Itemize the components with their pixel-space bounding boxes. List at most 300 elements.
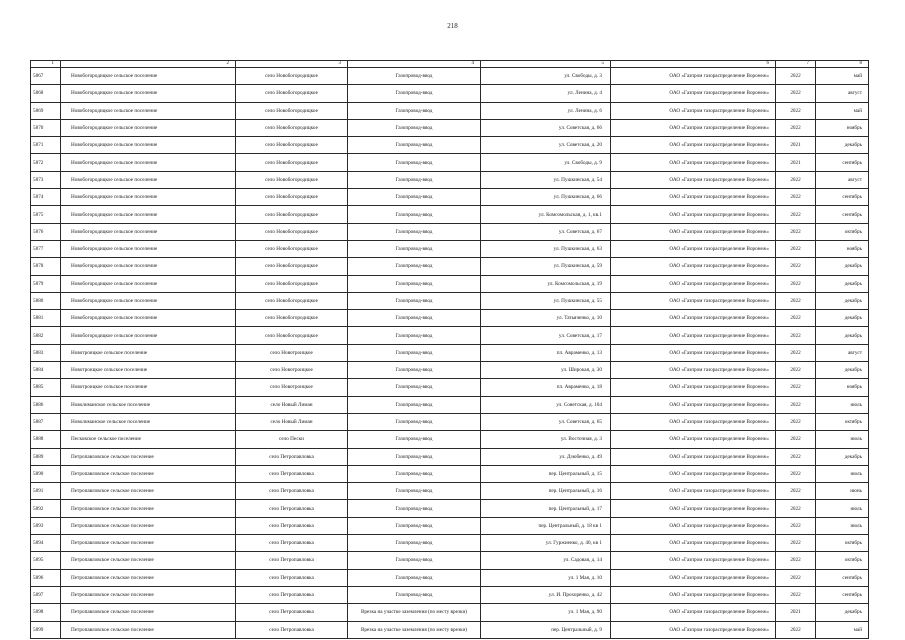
locality-cell: село Новобогородицкое: [236, 102, 348, 119]
settlement-cell: Новобогородицкое сельское поселение: [61, 223, 236, 240]
address-cell: ул. И. Прохоренко, д. 42: [481, 586, 611, 603]
locality-cell: село Новотроицкое: [236, 362, 348, 379]
object-type-cell: Газопровод-ввод: [348, 310, 481, 327]
row-number: 5889: [31, 448, 61, 465]
settlement-cell: Новобогородицкое сельское поселение: [61, 206, 236, 223]
table-row: [31, 292, 869, 309]
row-number: 5890: [31, 465, 61, 482]
operator-cell: ОАО «Газпром газораспределение Воронеж»: [611, 379, 776, 396]
operator-cell: ОАО «Газпром газораспределение Воронеж»: [611, 85, 776, 102]
row-number: 5875: [31, 206, 61, 223]
object-type-cell: Газопровод-ввод: [348, 362, 481, 379]
row-number: 5893: [31, 517, 61, 534]
operator-cell: ОАО «Газпром газораспределение Воронеж»: [611, 569, 776, 586]
year-cell: 2022: [776, 189, 816, 206]
settlement-cell: Петропавловское сельское поселение: [61, 535, 236, 552]
object-type-cell: Газопровод-ввод: [348, 535, 481, 552]
locality-cell: село Петропавловка: [236, 465, 348, 482]
address-cell: ул. Пушкинская, д. 54: [481, 171, 611, 188]
year-cell: 2022: [776, 102, 816, 119]
year-cell: 2022: [776, 465, 816, 482]
operator-cell: ОАО «Газпром газораспределение Воронеж»: [611, 483, 776, 500]
year-cell: 2021: [776, 604, 816, 621]
address-cell: ул. Комсомольская, д. 1, кв.1: [481, 206, 611, 223]
object-type-cell: Газопровод-ввод: [348, 483, 481, 500]
row-number: 5896: [31, 569, 61, 586]
year-cell: 2022: [776, 552, 816, 569]
table-row: [31, 517, 869, 534]
object-type-cell: Газопровод-ввод: [348, 189, 481, 206]
row-number: 5886: [31, 396, 61, 413]
object-type-cell: Газопровод-ввод: [348, 344, 481, 361]
month-cell: июль: [816, 431, 869, 448]
year-cell: 2022: [776, 223, 816, 240]
row-number: 5873: [31, 171, 61, 188]
address-cell: пер. Центральный, д. 18 кв 1: [481, 517, 611, 534]
year-cell: 2022: [776, 240, 816, 257]
operator-cell: ОАО «Газпром газораспределение Воронеж»: [611, 171, 776, 188]
operator-cell: ОАО «Газпром газораспределение Воронеж»: [611, 448, 776, 465]
year-cell: 2021: [776, 137, 816, 154]
year-cell: 2022: [776, 517, 816, 534]
locality-cell: село Петропавловка: [236, 483, 348, 500]
row-number: 5879: [31, 275, 61, 292]
row-number: 5892: [31, 500, 61, 517]
address-cell: пл. Авраменко, д. 13: [481, 344, 611, 361]
settlement-cell: Новолиманское сельское поселение: [61, 396, 236, 413]
object-type-cell: Газопровод-ввод: [348, 517, 481, 534]
table-row: [31, 240, 869, 257]
table-row: [31, 154, 869, 171]
table-row: [31, 552, 869, 569]
address-cell: ул. Свободы, д. 3: [481, 68, 611, 85]
settlement-cell: Новобогородицкое сельское поселение: [61, 102, 236, 119]
address-cell: ул. Советская, д. 65: [481, 413, 611, 430]
address-cell: ул. Свободы, д. 9: [481, 154, 611, 171]
address-cell: ул. Пушкинская, д. 63: [481, 240, 611, 257]
locality-cell: село Новобогородицкое: [236, 258, 348, 275]
table-row: [31, 171, 869, 188]
table-row: [31, 621, 869, 638]
table-row: [31, 275, 869, 292]
operator-cell: ОАО «Газпром газораспределение Воронеж»: [611, 240, 776, 257]
operator-cell: ОАО «Газпром газораспределение Воронеж»: [611, 604, 776, 621]
month-cell: декабрь: [816, 137, 869, 154]
column-number: 8: [816, 61, 869, 68]
settlement-cell: Новобогородицкое сельское поселение: [61, 310, 236, 327]
operator-cell: ОАО «Газпром газораспределение Воронеж»: [611, 119, 776, 136]
year-cell: 2022: [776, 431, 816, 448]
operator-cell: ОАО «Газпром газораспределение Воронеж»: [611, 396, 776, 413]
object-type-cell: Газопровод-ввод: [348, 258, 481, 275]
operator-cell: ОАО «Газпром газораспределение Воронеж»: [611, 621, 776, 638]
operator-cell: ОАО «Газпром газораспределение Воронеж»: [611, 500, 776, 517]
address-cell: ул. Комсомольская, д. 19: [481, 275, 611, 292]
month-cell: ноябрь: [816, 379, 869, 396]
row-number: 5898: [31, 604, 61, 621]
address-cell: ул. Ленина, д. 4: [481, 85, 611, 102]
year-cell: 2022: [776, 586, 816, 603]
row-number: 5881: [31, 310, 61, 327]
month-cell: октябрь: [816, 223, 869, 240]
year-cell: 2022: [776, 258, 816, 275]
address-cell: ул. Советская, д. 17: [481, 327, 611, 344]
address-cell: пер. Центральный, д. 9: [481, 621, 611, 638]
row-number: 5868: [31, 85, 61, 102]
locality-cell: село Новобогородицкое: [236, 189, 348, 206]
locality-cell: село Новобогородицкое: [236, 240, 348, 257]
settlement-cell: Песковское сельское поселение: [61, 431, 236, 448]
table-row: [31, 102, 869, 119]
month-cell: декабрь: [816, 604, 869, 621]
address-cell: ул. Ленина, д. 6: [481, 102, 611, 119]
operator-cell: ОАО «Газпром газораспределение Воронеж»: [611, 517, 776, 534]
settlement-cell: Новотроицкое сельское поселение: [61, 344, 236, 361]
locality-cell: село Новый Лиман: [236, 396, 348, 413]
settlement-cell: Новобогородицкое сельское поселение: [61, 275, 236, 292]
locality-cell: село Новобогородицкое: [236, 171, 348, 188]
locality-cell: село Петропавловка: [236, 448, 348, 465]
settlement-cell: Новобогородицкое сельское поселение: [61, 292, 236, 309]
address-cell: ул. Советская, д. 66: [481, 119, 611, 136]
object-type-cell: Газопровод-ввод: [348, 465, 481, 482]
month-cell: декабрь: [816, 327, 869, 344]
row-number: 5874: [31, 189, 61, 206]
locality-cell: село Новобогородицкое: [236, 310, 348, 327]
row-number: 5899: [31, 621, 61, 638]
month-cell: декабрь: [816, 310, 869, 327]
address-cell: ул. 1 Мая, д. 10: [481, 569, 611, 586]
row-number: 5869: [31, 102, 61, 119]
object-type-cell: Газопровод-ввод: [348, 448, 481, 465]
locality-cell: село Новобогородицкое: [236, 275, 348, 292]
month-cell: май: [816, 621, 869, 638]
operator-cell: ОАО «Газпром газораспределение Воронеж»: [611, 223, 776, 240]
operator-cell: ОАО «Газпром газораспределение Воронеж»: [611, 292, 776, 309]
column-number: 7: [776, 61, 816, 68]
address-cell: ул. Пушкинская, д. 55: [481, 292, 611, 309]
table-row: [31, 413, 869, 430]
address-cell: ул. Советская, д. 67: [481, 223, 611, 240]
table-row: [31, 448, 869, 465]
address-cell: ул. Татьяченко, д. 10: [481, 310, 611, 327]
locality-cell: село Новотроицкое: [236, 379, 348, 396]
locality-cell: село Петропавловка: [236, 517, 348, 534]
column-number-row: [31, 61, 869, 68]
month-cell: сентябрь: [816, 569, 869, 586]
operator-cell: ОАО «Газпром газораспределение Воронеж»: [611, 431, 776, 448]
year-cell: 2022: [776, 292, 816, 309]
object-type-cell: Газопровод-ввод: [348, 431, 481, 448]
address-cell: пл. Авраменко, д. 18: [481, 379, 611, 396]
month-cell: июнь: [816, 483, 869, 500]
table-row: [31, 500, 869, 517]
year-cell: 2022: [776, 344, 816, 361]
month-cell: июль: [816, 500, 869, 517]
table-row: [31, 379, 869, 396]
address-cell: пер. Центральный, д. 17: [481, 500, 611, 517]
table-row: [31, 137, 869, 154]
operator-cell: ОАО «Газпром газораспределение Воронеж»: [611, 137, 776, 154]
year-cell: 2022: [776, 535, 816, 552]
locality-cell: село Петропавловка: [236, 586, 348, 603]
object-type-cell: Газопровод-ввод: [348, 240, 481, 257]
year-cell: 2022: [776, 362, 816, 379]
object-type-cell: Газопровод-ввод: [348, 379, 481, 396]
month-cell: июль: [816, 396, 869, 413]
row-number: 5867: [31, 68, 61, 85]
address-cell: ул. Дзюбенко, д. 49: [481, 448, 611, 465]
year-cell: 2022: [776, 85, 816, 102]
year-cell: 2021: [776, 154, 816, 171]
settlement-cell: Новобогородицкое сельское поселение: [61, 327, 236, 344]
operator-cell: ОАО «Газпром газораспределение Воронеж»: [611, 189, 776, 206]
address-cell: ул. Пушкинская, д. 59: [481, 258, 611, 275]
locality-cell: село Пески: [236, 431, 348, 448]
column-number: 3: [236, 61, 348, 68]
operator-cell: ОАО «Газпром газораспределение Воронеж»: [611, 258, 776, 275]
row-number: 5882: [31, 327, 61, 344]
locality-cell: село Новый Лиман: [236, 413, 348, 430]
year-cell: 2022: [776, 500, 816, 517]
year-cell: 2022: [776, 413, 816, 430]
month-cell: сентябрь: [816, 154, 869, 171]
table-row: [31, 327, 869, 344]
row-number: 5897: [31, 586, 61, 603]
object-type-cell: Газопровод-ввод: [348, 85, 481, 102]
table-row: [31, 223, 869, 240]
table-row: [31, 258, 869, 275]
year-cell: 2022: [776, 569, 816, 586]
settlement-cell: Петропавловское сельское поселение: [61, 483, 236, 500]
locality-cell: село Петропавловка: [236, 500, 348, 517]
locality-cell: село Новобогородицкое: [236, 154, 348, 171]
address-cell: ул. Пушкинская, д. 66: [481, 189, 611, 206]
address-cell: ул. Советская, д. 20: [481, 137, 611, 154]
locality-cell: село Новобогородицкое: [236, 327, 348, 344]
address-cell: ул. Садовая, д. 14: [481, 552, 611, 569]
settlement-cell: Новобогородицкое сельское поселение: [61, 119, 236, 136]
object-type-cell: Газопровод-ввод: [348, 206, 481, 223]
operator-cell: ОАО «Газпром газораспределение Воронеж»: [611, 586, 776, 603]
settlement-cell: Петропавловское сельское поселение: [61, 552, 236, 569]
object-register-table: [30, 60, 869, 639]
settlement-cell: Новобогородицкое сельское поселение: [61, 85, 236, 102]
operator-cell: ОАО «Газпром газораспределение Воронеж»: [611, 275, 776, 292]
operator-cell: ОАО «Газпром газораспределение Воронеж»: [611, 535, 776, 552]
row-number: 5880: [31, 292, 61, 309]
column-number: 2: [61, 61, 236, 68]
settlement-cell: Новобогородицкое сельское поселение: [61, 137, 236, 154]
locality-cell: село Петропавловка: [236, 569, 348, 586]
locality-cell: село Новобогородицкое: [236, 68, 348, 85]
month-cell: декабрь: [816, 258, 869, 275]
object-type-cell: Газопровод-ввод: [348, 119, 481, 136]
operator-cell: ОАО «Газпром газораспределение Воронеж»: [611, 154, 776, 171]
settlement-cell: Петропавловское сельское поселение: [61, 586, 236, 603]
row-number: 5891: [31, 483, 61, 500]
address-cell: ул. Широкая, д. 30: [481, 362, 611, 379]
object-type-cell: Газопровод-ввод: [348, 154, 481, 171]
row-number: 5885: [31, 379, 61, 396]
address-cell: ул. Восточная, д. 3: [481, 431, 611, 448]
operator-cell: ОАО «Газпром газораспределение Воронеж»: [611, 102, 776, 119]
month-cell: июль: [816, 465, 869, 482]
settlement-cell: Новолиманское сельское поселение: [61, 413, 236, 430]
operator-cell: ОАО «Газпром газораспределение Воронеж»: [611, 344, 776, 361]
row-number: 5884: [31, 362, 61, 379]
operator-cell: ОАО «Газпром газораспределение Воронеж»: [611, 465, 776, 482]
operator-cell: ОАО «Газпром газораспределение Воронеж»: [611, 362, 776, 379]
year-cell: 2022: [776, 379, 816, 396]
operator-cell: ОАО «Газпром газораспределение Воронеж»: [611, 206, 776, 223]
settlement-cell: Новобогородицкое сельское поселение: [61, 258, 236, 275]
table-row: [31, 344, 869, 361]
table-row: [31, 569, 869, 586]
locality-cell: село Петропавловка: [236, 552, 348, 569]
row-number: 5872: [31, 154, 61, 171]
year-cell: 2022: [776, 310, 816, 327]
table-row: [31, 119, 869, 136]
table-row: [31, 431, 869, 448]
settlement-cell: Новобогородицкое сельское поселение: [61, 68, 236, 85]
locality-cell: село Петропавловка: [236, 604, 348, 621]
month-cell: декабрь: [816, 292, 869, 309]
settlement-cell: Новотроицкое сельское поселение: [61, 362, 236, 379]
locality-cell: село Новотроицкое: [236, 344, 348, 361]
row-number: 5894: [31, 535, 61, 552]
settlement-cell: Новобогородицкое сельское поселение: [61, 154, 236, 171]
object-type-cell: Газопровод-ввод: [348, 586, 481, 603]
month-cell: ноябрь: [816, 240, 869, 257]
operator-cell: ОАО «Газпром газораспределение Воронеж»: [611, 327, 776, 344]
year-cell: 2022: [776, 119, 816, 136]
settlement-cell: Петропавловское сельское поселение: [61, 604, 236, 621]
address-cell: ул. Гуржиенко, д. 40, кв 1: [481, 535, 611, 552]
month-cell: июль: [816, 517, 869, 534]
address-cell: ул. Советская, д. 104: [481, 396, 611, 413]
month-cell: октябрь: [816, 552, 869, 569]
table-row: [31, 483, 869, 500]
settlement-cell: Петропавловское сельское поселение: [61, 569, 236, 586]
page-number: 218: [447, 22, 458, 30]
year-cell: 2022: [776, 448, 816, 465]
table-row: [31, 206, 869, 223]
object-type-cell: Газопровод-ввод: [348, 171, 481, 188]
table-row: [31, 310, 869, 327]
object-type-cell: Газопровод-ввод: [348, 569, 481, 586]
month-cell: октябрь: [816, 535, 869, 552]
table-row: [31, 189, 869, 206]
year-cell: 2022: [776, 396, 816, 413]
month-cell: сентябрь: [816, 206, 869, 223]
row-number: 5883: [31, 344, 61, 361]
address-cell: ул. 1 Мая, д. 90: [481, 604, 611, 621]
locality-cell: село Новобогородицкое: [236, 119, 348, 136]
table-row: [31, 85, 869, 102]
year-cell: 2022: [776, 483, 816, 500]
column-number: 1: [31, 61, 61, 68]
settlement-cell: Новотроицкое сельское поселение: [61, 379, 236, 396]
month-cell: ноябрь: [816, 119, 869, 136]
settlement-cell: Петропавловское сельское поселение: [61, 465, 236, 482]
row-number: 5887: [31, 413, 61, 430]
address-cell: пер. Центральный, д. 16: [481, 483, 611, 500]
settlement-cell: Петропавловское сельское поселение: [61, 448, 236, 465]
operator-cell: ОАО «Газпром газораспределение Воронеж»: [611, 413, 776, 430]
month-cell: август: [816, 171, 869, 188]
table-row: [31, 465, 869, 482]
year-cell: 2022: [776, 206, 816, 223]
row-number: 5877: [31, 240, 61, 257]
locality-cell: село Новобогородицкое: [236, 292, 348, 309]
operator-cell: ОАО «Газпром газораспределение Воронеж»: [611, 552, 776, 569]
year-cell: 2022: [776, 327, 816, 344]
object-type-cell: Газопровод-ввод: [348, 137, 481, 154]
row-number: 5870: [31, 119, 61, 136]
locality-cell: село Петропавловка: [236, 535, 348, 552]
locality-cell: село Новобогородицкое: [236, 223, 348, 240]
column-number: 5: [481, 61, 611, 68]
month-cell: декабрь: [816, 448, 869, 465]
year-cell: 2022: [776, 68, 816, 85]
table-row: [31, 396, 869, 413]
month-cell: декабрь: [816, 275, 869, 292]
month-cell: декабрь: [816, 362, 869, 379]
operator-cell: ОАО «Газпром газораспределение Воронеж»: [611, 68, 776, 85]
object-type-cell: Газопровод-ввод: [348, 327, 481, 344]
locality-cell: село Новобогородицкое: [236, 85, 348, 102]
table-row: [31, 586, 869, 603]
settlement-cell: Петропавловское сельское поселение: [61, 500, 236, 517]
settlement-cell: Новобогородицкое сельское поселение: [61, 171, 236, 188]
object-type-cell: Газопровод-ввод: [348, 223, 481, 240]
operator-cell: ОАО «Газпром газораспределение Воронеж»: [611, 310, 776, 327]
column-number: 4: [348, 61, 481, 68]
settlement-cell: Новобогородицкое сельское поселение: [61, 240, 236, 257]
month-cell: май: [816, 102, 869, 119]
row-number: 5871: [31, 137, 61, 154]
month-cell: сентябрь: [816, 189, 869, 206]
object-type-cell: Газопровод-ввод: [348, 292, 481, 309]
settlement-cell: Петропавловское сельское поселение: [61, 517, 236, 534]
object-type-cell: Газопровод-ввод: [348, 552, 481, 569]
year-cell: 2022: [776, 621, 816, 638]
object-type-cell: Газопровод-ввод: [348, 275, 481, 292]
address-cell: пер. Центральный, д. 15: [481, 465, 611, 482]
table-row: [31, 604, 869, 621]
row-number: 5876: [31, 223, 61, 240]
month-cell: август: [816, 344, 869, 361]
row-number: 5888: [31, 431, 61, 448]
row-number: 5878: [31, 258, 61, 275]
month-cell: май: [816, 68, 869, 85]
year-cell: 2022: [776, 171, 816, 188]
locality-cell: село Петропавловка: [236, 621, 348, 638]
settlement-cell: Петропавловское сельское поселение: [61, 621, 236, 638]
table-row: [31, 68, 869, 85]
object-type-cell: Газопровод-ввод: [348, 102, 481, 119]
object-type-cell: Газопровод-ввод: [348, 68, 481, 85]
settlement-cell: Новобогородицкое сельское поселение: [61, 189, 236, 206]
row-number: 5895: [31, 552, 61, 569]
month-cell: сентябрь: [816, 586, 869, 603]
object-type-cell: Газопровод-ввод: [348, 500, 481, 517]
column-number: 6: [611, 61, 776, 68]
table-row: [31, 362, 869, 379]
year-cell: 2022: [776, 275, 816, 292]
object-type-cell: Газопровод-ввод: [348, 413, 481, 430]
